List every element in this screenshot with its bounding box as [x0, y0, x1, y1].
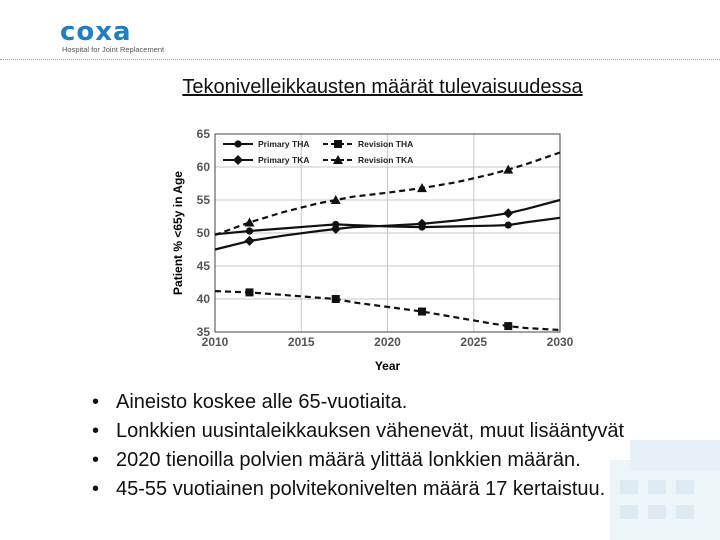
bullet-text: 2020 tienoilla polvien määrä ylittää lonkkien määrän. [116, 449, 581, 471]
legend-marker [233, 155, 243, 165]
x-tick-label: 2020 [374, 335, 401, 349]
legend-label: Primary TKA [258, 155, 310, 165]
data-point-marker [246, 227, 253, 234]
data-point-marker [504, 322, 512, 330]
y-tick-label: 45 [196, 259, 210, 273]
x-tick-label: 2010 [201, 335, 229, 349]
slide-title: Tekonivelleikkausten määrät tulevaisuudessa [182, 76, 583, 98]
logo-wordmark: coxa [60, 17, 132, 47]
legend-marker [334, 140, 342, 148]
y-tick-label: 55 [196, 193, 210, 207]
legend-label: Revision TKA [358, 155, 414, 165]
bullet-text: 45-55 vuotiainen polvitekonivelten määrä 17 kertaistuu. [116, 478, 606, 500]
line-chart [160, 120, 590, 380]
legend-label: Revision THA [358, 139, 414, 149]
bullet-text: Aineisto koskee alle 65-vuotiaita. [116, 391, 408, 413]
legend-marker [234, 140, 241, 147]
building-photo-watermark [590, 400, 720, 540]
logo-tagline: Hospital for Joint Replacement [62, 45, 165, 54]
x-axis-label: Year [374, 359, 401, 373]
y-tick-label: 50 [196, 226, 210, 240]
data-point-marker [246, 288, 254, 296]
y-axis-label: Patient % <65y in Age [171, 171, 185, 295]
bullet-text: Lonkkien uusintaleikkauksen vähenevät, muut lisääntyvät [116, 420, 625, 442]
data-point-marker [245, 236, 255, 246]
y-tick-label: 40 [196, 292, 210, 306]
data-point-marker [332, 295, 340, 303]
bullet-dot: • [92, 391, 100, 413]
x-tick-label: 2015 [287, 335, 315, 349]
bullet-dot: • [92, 420, 100, 442]
x-tick-label: 2030 [546, 335, 574, 349]
header-divider [0, 59, 720, 60]
data-point-marker [418, 308, 426, 316]
bullet-dot: • [92, 449, 100, 471]
y-tick-label: 35 [196, 325, 210, 339]
data-point-marker [417, 183, 427, 192]
data-point-marker [505, 221, 512, 228]
x-tick-label: 2025 [460, 335, 488, 349]
coxa-logo [60, 18, 180, 58]
data-point-marker [503, 208, 513, 218]
chart-legend [223, 139, 413, 165]
bullet-dot: • [92, 478, 100, 500]
y-tick-label: 65 [196, 127, 210, 141]
legend-label: Primary THA [258, 139, 310, 149]
y-tick-label: 60 [196, 160, 210, 174]
